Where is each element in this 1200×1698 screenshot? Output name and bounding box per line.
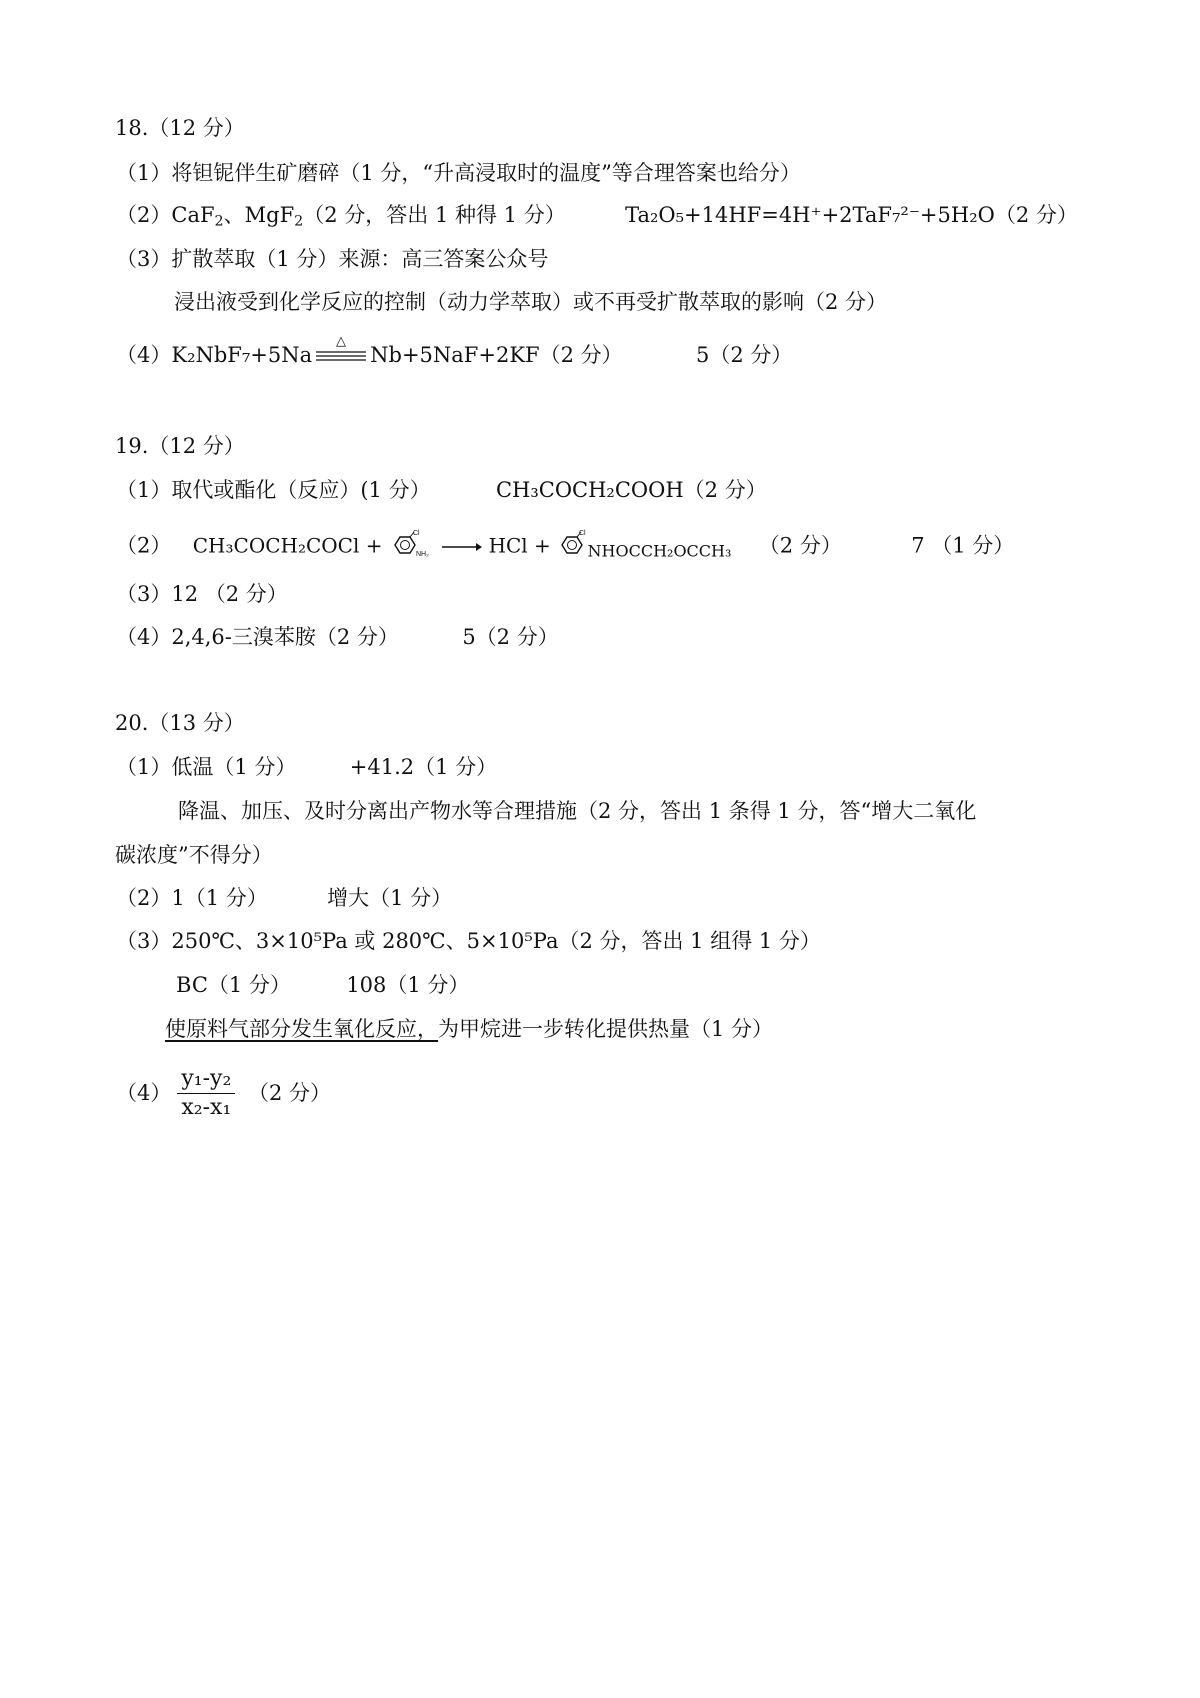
- q18-part4-right: Nb+5NaF+2KF（2 分）: [370, 343, 623, 367]
- svg-text:Cl: Cl: [578, 530, 586, 537]
- q19-part4-answer: 5（2 分）: [462, 625, 559, 649]
- q19-part2-prefix: （2）: [116, 533, 172, 558]
- q19-part3: （3）12 （2 分）: [116, 582, 288, 606]
- fraction-denominator: x₂-x₁: [181, 1095, 232, 1120]
- q19-part2-product: HCl +: [488, 533, 551, 558]
- q20-part3-note: [165, 1019, 773, 1040]
- q18-part2-mid: （2 分，答出 1 种得 1 分）: [303, 203, 566, 227]
- q18-part1: （1）将钽铌伴生矿磨碎（1 分，“升高浸取时的温度”等合理答案也给分）: [116, 161, 801, 185]
- q18-part3: （3）扩散萃取（1 分）来源：高三答案公众号: [116, 247, 549, 271]
- chloroaniline-structure-icon: [389, 528, 433, 566]
- q20-part3-note-rest: 为甲烷进一步转化提供热量（1 分）: [438, 1017, 774, 1041]
- q20-part1-text: （1）低温（1 分）: [116, 755, 297, 779]
- q18-part4-left: K₂NbF₇+5Na: [171, 343, 313, 367]
- q18-part4-prefix: （4）: [116, 343, 172, 367]
- q18-part2-caf: CaF: [171, 203, 215, 227]
- q20-part4: [116, 1068, 331, 1119]
- q18-part2-score: （2 分）: [994, 203, 1078, 227]
- q20-part1-cont1: 降温、加压、及时分离出产物水等合理措施（2 分，答出 1 条得 1 分，答“增大二氧化: [178, 799, 977, 823]
- amide-product-structure-icon: [558, 528, 588, 566]
- q20-part3-value: 108（1 分）: [346, 973, 470, 997]
- q19-part2-group: NHOCCH₂OCCH₃: [587, 541, 732, 561]
- q20-part4-prefix: （4）: [116, 1081, 172, 1105]
- q18-part2-mgf: 、MgF: [223, 203, 295, 227]
- q20-part1-cont2: 碳浓度”不得分）: [115, 843, 273, 867]
- q20-part3: （3）250℃、3×10⁵Pa 或 280℃、5×10⁵Pa（2 分，答出 1 组得 1 分）: [116, 929, 821, 953]
- q18-part2-prefix: （2）: [116, 203, 172, 227]
- q20-part3-bc-text: BC（1 分）: [176, 973, 291, 997]
- q20-part4-fraction: [177, 1068, 235, 1119]
- q19-part2: [116, 528, 1014, 566]
- q19-part4: [116, 627, 559, 648]
- q20-part2: [116, 888, 452, 909]
- q19-part1-text: （1）取代或酯化（反应）(1 分）: [116, 478, 431, 502]
- q20-part3-bc: [176, 975, 469, 996]
- svg-text:Cl: Cl: [413, 530, 420, 537]
- reaction-arrow-icon: [440, 537, 482, 558]
- q20-part2-text: （2）1（1 分）: [116, 886, 268, 910]
- q19-header: 19.（12 分）: [115, 434, 245, 458]
- fraction-bar: [177, 1093, 235, 1094]
- q19-part2-reactant: CH₃COCH₂COCl +: [192, 533, 383, 558]
- heat-triangle: △: [336, 334, 347, 349]
- q18-part2: （2）CaF$_2$、MgF$_2$（2 分，答出 1 种得 1 分） Ta₂O₅+14HF=4H⁺+2TaF₇²⁻+5H₂O（2 分）: [116, 203, 1078, 230]
- q18-part3-cont: 浸出液受到化学反应的控制（动力学萃取）或不再受扩散萃取的影响（2 分）: [174, 290, 888, 314]
- q18-part4: [116, 334, 793, 367]
- q20-header: 20.（13 分）: [115, 711, 245, 735]
- q19-part4-text: （4）2,4,6-三溴苯胺（2 分）: [116, 625, 399, 649]
- q19-part1-formula: CH₃COCH₂COOH（2 分）: [495, 478, 767, 502]
- q19-part1: [116, 480, 767, 501]
- q20-part1-value: +41.2（1 分）: [349, 755, 498, 779]
- svg-text:NH₂: NH₂: [416, 551, 430, 558]
- q18-part2-equation: Ta₂O₅+14HF=4H⁺+2TaF₇²⁻+5H₂O: [625, 203, 995, 227]
- q20-part4-score: （2 分）: [248, 1081, 332, 1105]
- q18-header: 18.（12 分）: [115, 116, 245, 140]
- q19-part2-score: （2 分）: [758, 533, 842, 558]
- q19-part2-answer: 7 （1 分）: [911, 533, 1015, 558]
- q20-part1: [116, 757, 497, 778]
- q18-part4-answer: 5（2 分）: [696, 343, 793, 367]
- fraction-numerator: y₁-y₂: [181, 1066, 232, 1091]
- q20-part3-note-underlined: 使原料气部分发生氧化反应，: [165, 1017, 438, 1041]
- q20-part2-answer: 增大（1 分）: [327, 886, 453, 910]
- heat-condition-equals-icon: [312, 334, 370, 365]
